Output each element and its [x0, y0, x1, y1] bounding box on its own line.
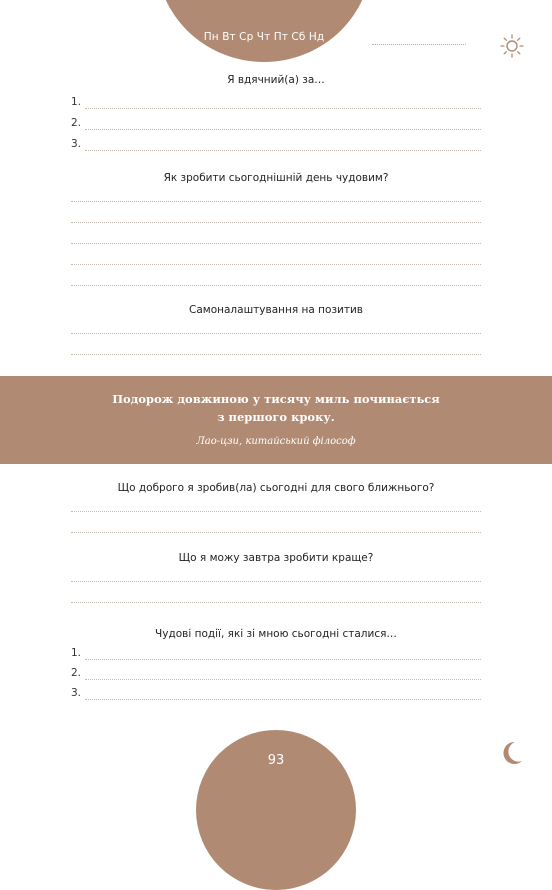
moon-icon	[500, 740, 524, 766]
quote-author: Лао-цзи, китайський філософ	[196, 436, 356, 447]
gratitude-line-2[interactable]	[71, 117, 481, 131]
writing-line[interactable]	[71, 333, 481, 334]
gratitude-line-3[interactable]	[71, 138, 481, 152]
writing-line[interactable]	[71, 511, 481, 512]
positive-mindset-heading: Самоналаштування на позитив	[189, 304, 363, 316]
weekdays: Пн Вт Ср Чт Пт Сб Нд	[203, 31, 325, 43]
events-line-1[interactable]	[71, 647, 481, 661]
writing-line[interactable]	[71, 201, 481, 202]
line-number: 2.	[71, 667, 82, 679]
writing-line[interactable]	[71, 354, 481, 355]
writing-line[interactable]	[71, 602, 481, 603]
quote-line-2: з першого кроку.	[217, 410, 335, 424]
date-line[interactable]	[372, 44, 466, 45]
line-number: 2.	[71, 117, 82, 129]
wonderful-events-heading: Чудові події, які зі мною сьогодні сталися…	[155, 628, 397, 640]
gratitude-heading: Я вдячний(а) за…	[227, 74, 325, 86]
line-number: 1.	[71, 96, 82, 108]
writing-line[interactable]	[71, 264, 481, 265]
great-day-heading: Як зробити сьогоднішній день чудовим?	[163, 172, 389, 184]
gratitude-line-1[interactable]	[71, 96, 481, 110]
line-number: 1.	[71, 647, 82, 659]
writing-line[interactable]	[71, 243, 481, 244]
good-deed-heading: Що доброго я зробив(ла) сьогодні для свого ближнього?	[117, 482, 435, 494]
writing-line[interactable]	[71, 285, 481, 286]
line-number: 3.	[71, 138, 82, 150]
page-number: 93	[267, 753, 285, 768]
quote-line-1: Подорож довжиною у тисячу миль починається	[112, 392, 440, 406]
events-line-2[interactable]	[71, 667, 481, 681]
writing-line[interactable]	[71, 532, 481, 533]
writing-line[interactable]	[71, 222, 481, 223]
improve-tomorrow-heading: Що я можу завтра зробити краще?	[178, 552, 374, 564]
writing-line[interactable]	[71, 581, 481, 582]
line-number: 3.	[71, 687, 82, 699]
sun-icon	[499, 33, 525, 59]
events-line-3[interactable]	[71, 687, 481, 701]
